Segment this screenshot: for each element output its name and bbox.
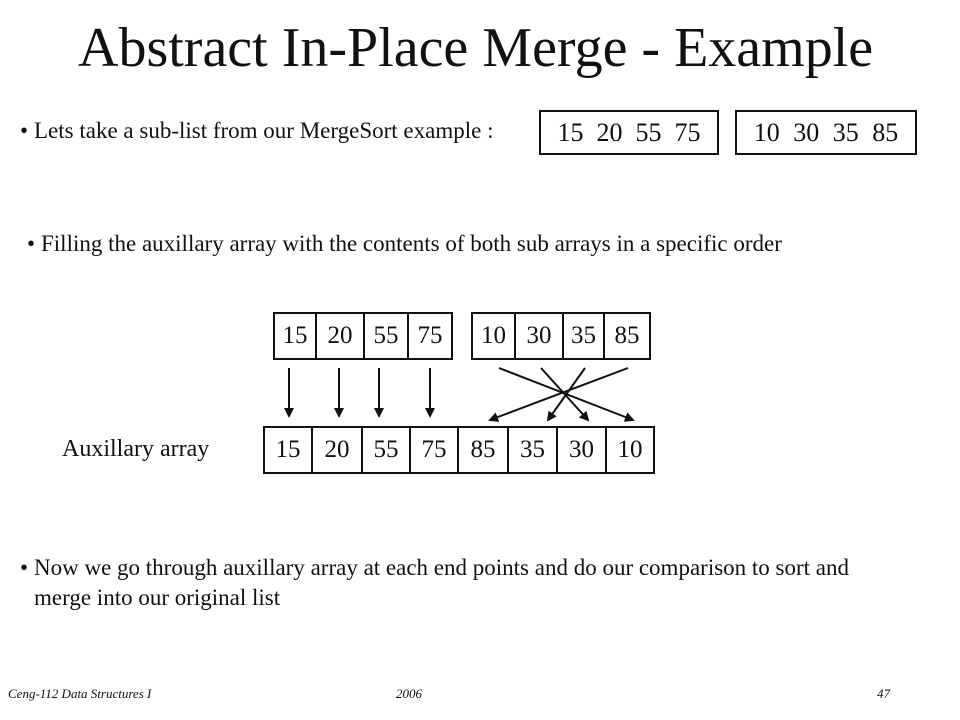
array-cell: 15 bbox=[263, 426, 313, 474]
array-cell: 55 bbox=[361, 426, 411, 474]
array-cell: 75 bbox=[409, 426, 459, 474]
bullet-glyph: • bbox=[20, 118, 29, 143]
array-cell: 20 bbox=[311, 426, 363, 474]
footer-page-number: 47 bbox=[877, 686, 890, 701]
array-cell: 30 bbox=[556, 426, 607, 474]
bullet-compare-merge bbox=[20, 553, 849, 613]
arrow-cross bbox=[541, 368, 588, 420]
bullet-text-line2: merge into our original list bbox=[34, 585, 281, 610]
sublist-value: 20 bbox=[596, 117, 623, 147]
array-cell: 35 bbox=[507, 426, 558, 474]
sublist-value: 35 bbox=[832, 117, 859, 147]
bullet-glyph: • bbox=[27, 231, 36, 256]
slide-title: Abstract In-Place Merge - Example bbox=[78, 17, 874, 79]
array-cell: 55 bbox=[363, 312, 409, 360]
footer-year: 2006 bbox=[396, 686, 422, 701]
array-cell: 85 bbox=[603, 312, 651, 360]
bullet-text: Filling the auxillary array with the contents of both sub arrays in a specific order bbox=[41, 231, 782, 256]
bullet-text: Lets take a sub-list from our MergeSort example : bbox=[34, 118, 494, 143]
footer-course: Ceng-112 Data Structures I bbox=[8, 686, 152, 701]
sublist-value: 10 bbox=[753, 117, 780, 147]
auxiliary-array bbox=[263, 426, 655, 474]
sublist-value: 15 bbox=[557, 117, 584, 147]
sublist-value: 55 bbox=[635, 117, 662, 147]
sublist-value: 75 bbox=[674, 117, 701, 147]
array-cell: 30 bbox=[514, 312, 564, 360]
array-cell: 85 bbox=[457, 426, 509, 474]
array-cell: 10 bbox=[471, 312, 516, 360]
array-cell: 20 bbox=[315, 312, 365, 360]
arrow-cross bbox=[548, 368, 585, 420]
aux-array-label: Auxillary array bbox=[62, 436, 210, 462]
array-cell: 35 bbox=[562, 312, 605, 360]
bullet-text-line1: Now we go through auxillary array at each end points and do our comparison to sort and bbox=[34, 555, 850, 580]
array-cell: 10 bbox=[605, 426, 655, 474]
sublist-value: 30 bbox=[793, 117, 820, 147]
array-cell: 75 bbox=[407, 312, 453, 360]
arrow-cross bbox=[490, 368, 628, 420]
sublist-value: 85 bbox=[872, 117, 899, 147]
array-cell: 15 bbox=[273, 312, 317, 360]
bullet-glyph: • bbox=[20, 555, 29, 580]
